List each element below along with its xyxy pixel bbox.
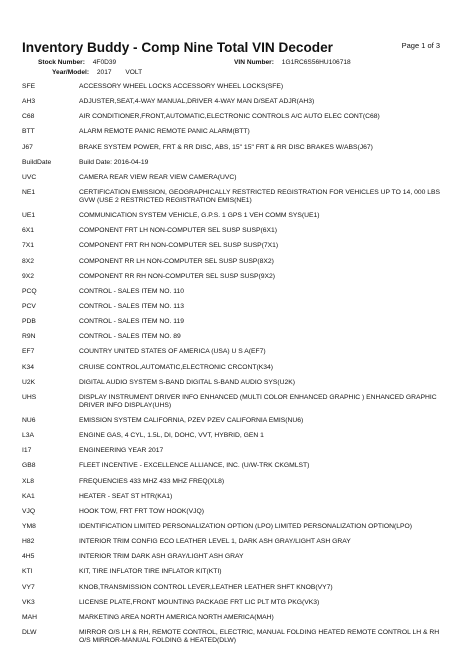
- vin-number-label: VIN Number:: [234, 59, 274, 66]
- option-row: [22, 227, 452, 235]
- model-value: VOLT: [125, 69, 143, 76]
- option-row: [22, 629, 452, 645]
- option-description: CONTROL - SALES ITEM NO. 113: [79, 302, 185, 310]
- option-code: UHS: [22, 393, 37, 401]
- option-row: [22, 538, 452, 546]
- option-code: AH3: [22, 98, 36, 106]
- option-description: IDENTIFICATION LIMITED PERSONALIZATION OPTION (LPO) LIMITED PERSONALIZATION OPTION(LPO): [79, 522, 413, 530]
- option-code: 9X2: [22, 272, 35, 280]
- option-description: FREQUENCIES 433 MHZ 433 MHZ FREQ(XL8): [79, 477, 225, 485]
- option-row: [22, 189, 452, 205]
- option-code: PCQ: [22, 287, 37, 295]
- option-code-list: [22, 83, 452, 652]
- option-row: [22, 348, 452, 356]
- year-model: [52, 69, 142, 76]
- option-row: [22, 212, 452, 220]
- option-row: [22, 364, 452, 372]
- option-description: KIT, TIRE INFLATOR TIRE INFLATOR KIT(KTI): [79, 568, 222, 576]
- option-row: [22, 553, 452, 561]
- option-description: COMPONENT FRT RH NON-COMPUTER SEL SUSP SUSP(7X1): [79, 242, 279, 250]
- option-description: MIRROR O/S LH & RH, REMOTE CONTROL, ELECTRIC, MANUAL FOLDING HEATED REMOTE CONTROL LH & RH O/S MIRROR-MANUAL FOLDING & HEATED(DLW): [79, 628, 440, 644]
- option-code: VY7: [22, 583, 35, 591]
- option-description: CAMERA REAR VIEW REAR VIEW CAMERA(UVC): [79, 173, 237, 181]
- option-row: [22, 83, 452, 91]
- option-code: K34: [22, 363, 35, 371]
- option-row: [22, 333, 452, 341]
- stock-number-label: Stock Number:: [38, 59, 85, 66]
- option-code: UE1: [22, 212, 36, 220]
- option-row: [22, 318, 452, 326]
- option-code: VK3: [22, 598, 35, 606]
- option-code: NU6: [22, 416, 36, 424]
- option-description: CERTIFICATION EMISSION, GEOGRAPHICALLY RESTRICTED REGISTRATION FOR VEHICLES UP TO 14, 000 LBS GVW (USE 2 RESTRICTED REGISTRATION EMIS(NE1): [79, 188, 440, 204]
- option-code: GB8: [22, 462, 36, 470]
- option-description: INTERIOR TRIM DARK ASH GRAY/LIGHT ASH GRAY: [79, 553, 244, 561]
- option-row: [22, 478, 452, 486]
- option-code: DLW: [22, 628, 37, 636]
- option-row: [22, 144, 452, 152]
- option-description: MARKETING AREA NORTH AMERICA NORTH AMERICA(MAH): [79, 613, 274, 621]
- option-row: [22, 174, 452, 182]
- option-description: COMMUNICATION SYSTEM VEHICLE, G.P.S. 1 GPS 1 VEH COMM SYS(UE1): [79, 212, 320, 220]
- option-code: C68: [22, 113, 35, 121]
- option-description: COMPONENT RR LH NON-COMPUTER SEL SUSP SUSP(8X2): [79, 257, 274, 265]
- option-description: HOOK TOW, FRT FRT TOW HOOK(VJQ): [79, 507, 205, 515]
- stock-number: [38, 59, 116, 66]
- option-row: [22, 379, 452, 387]
- option-description: ADJUSTER,SEAT,4-WAY MANUAL,DRIVER 4-WAY MAN D/SEAT ADJR(AH3): [79, 98, 315, 106]
- option-code: L3A: [22, 432, 35, 440]
- option-row: [22, 242, 452, 250]
- option-description: DISPLAY INSTRUMENT DRIVER INFO ENHANCED (MULTI COLOR ENHANCED GRAPHIC ) ENHANCED GRAPHIC DRIVER INFO DISPLAY(UHS): [79, 393, 437, 409]
- option-code: 8X2: [22, 257, 35, 265]
- option-description: LICENSE PLATE,FRONT MOUNTING PACKAGE FRT LIC PLT MTG PKG(VK3): [79, 598, 320, 606]
- option-description: EMISSION SYSTEM CALIFORNIA, PZEV PZEV CALIFORNIA EMIS(NU6): [79, 416, 304, 424]
- option-description: Build Date: 2016-04-19: [79, 158, 149, 166]
- year-value: 2017: [96, 69, 112, 76]
- option-code: 7X1: [22, 242, 35, 250]
- option-row: [22, 128, 452, 136]
- option-description: COUNTRY UNITED STATES OF AMERICA (USA) U S A(EF7): [79, 348, 266, 356]
- option-row: [22, 523, 452, 531]
- option-row: [22, 159, 452, 167]
- option-description: ENGINEERING YEAR 2017: [79, 447, 164, 455]
- option-code: UVC: [22, 173, 37, 181]
- option-code: 6X1: [22, 227, 35, 235]
- option-description: FLEET INCENTIVE - EXCELLENCE ALLIANCE, INC. (U/W-TRK CKGMLST): [79, 462, 310, 470]
- stock-number-value: 4F0D39: [92, 59, 117, 66]
- option-row: [22, 462, 452, 470]
- option-description: COMPONENT FRT LH NON-COMPUTER SEL SUSP SUSP(6X1): [79, 227, 278, 235]
- option-description: CONTROL - SALES ITEM NO. 119: [79, 318, 185, 326]
- vin-number: [234, 59, 351, 66]
- option-row: [22, 303, 452, 311]
- page-number: Page 1 of 3: [401, 41, 440, 50]
- option-code: BuildDate: [22, 158, 52, 166]
- option-code: I17: [22, 447, 32, 455]
- option-row: [22, 493, 452, 501]
- vin-number-value: 1G1RC6S56HU106718: [281, 59, 351, 66]
- option-description: CONTROL - SALES ITEM NO. 89: [79, 333, 181, 341]
- option-code: PCV: [22, 302, 36, 310]
- option-description: ACCESSORY WHEEL LOCKS ACCESSORY WHEEL LOCKS(SFE): [79, 83, 284, 90]
- option-row: [22, 273, 452, 281]
- option-description: DIGITAL AUDIO SYSTEM S-BAND DIGITAL S-BAND AUDIO SYS(U2K): [79, 378, 296, 386]
- option-code: MAH: [22, 613, 37, 621]
- option-description: CRUISE CONTROL,AUTOMATIC,ELECTRONIC CRCONT(K34): [79, 363, 274, 371]
- option-description: COMPONENT RR RH NON-COMPUTER SEL SUSP SUSP(9X2): [79, 272, 276, 280]
- option-code: KTI: [22, 568, 33, 576]
- option-code: BTT: [22, 128, 35, 136]
- option-row: [22, 113, 452, 121]
- option-code: PDB: [22, 318, 36, 326]
- option-code: U2K: [22, 378, 36, 386]
- option-row: [22, 432, 452, 440]
- option-code: J67: [22, 143, 33, 151]
- option-row: [22, 568, 452, 576]
- page-title: Inventory Buddy - Comp Nine Total VIN Decoder: [22, 40, 333, 55]
- option-code: SFE: [22, 83, 36, 90]
- option-row: [22, 508, 452, 516]
- option-description: INTERIOR TRIM CONFIG ECO LEATHER LEVEL 1, DARK ASH GRAY/LIGHT ASH GRAY: [79, 538, 351, 546]
- option-row: [22, 584, 452, 592]
- option-code: R9N: [22, 333, 36, 341]
- option-description: CONTROL - SALES ITEM NO. 110: [79, 287, 185, 295]
- year-model-label: Year/Model:: [52, 69, 90, 76]
- option-row: [22, 447, 452, 455]
- option-row: [22, 417, 452, 425]
- option-row: [22, 394, 452, 410]
- option-code: H82: [22, 538, 35, 546]
- option-row: [22, 258, 452, 266]
- option-code: VJQ: [22, 507, 36, 515]
- option-description: BRAKE SYSTEM POWER, FRT & RR DISC, ABS, 15" 15" FRT & RR DISC BRAKES W/ABS(J67): [79, 143, 373, 151]
- option-row: [22, 98, 452, 106]
- option-code: 4H5: [22, 553, 35, 561]
- option-code: EF7: [22, 348, 35, 356]
- option-description: ENGINE GAS, 4 CYL, 1.5L, DI, DOHC, VVT, HYBRID, GEN 1: [79, 432, 264, 440]
- option-code: KA1: [22, 492, 35, 500]
- option-row: [22, 288, 452, 296]
- option-description: AIR CONDITIONER,FRONT,AUTOMATIC,ELECTRONIC CONTROLS A/C AUTO ELEC CONT(C68): [79, 113, 380, 121]
- option-code: NE1: [22, 188, 36, 196]
- option-code: XL8: [22, 477, 35, 485]
- option-description: KNOB,TRANSMISSION CONTROL LEVER,LEATHER LEATHER SHFT KNOB(VY7): [79, 583, 333, 591]
- option-row: [22, 614, 452, 622]
- option-code: YM8: [22, 522, 36, 530]
- option-description: HEATER - SEAT ST HTR(KA1): [79, 492, 173, 500]
- option-description: ALARM REMOTE PANIC REMOTE PANIC ALARM(BTT): [79, 128, 250, 136]
